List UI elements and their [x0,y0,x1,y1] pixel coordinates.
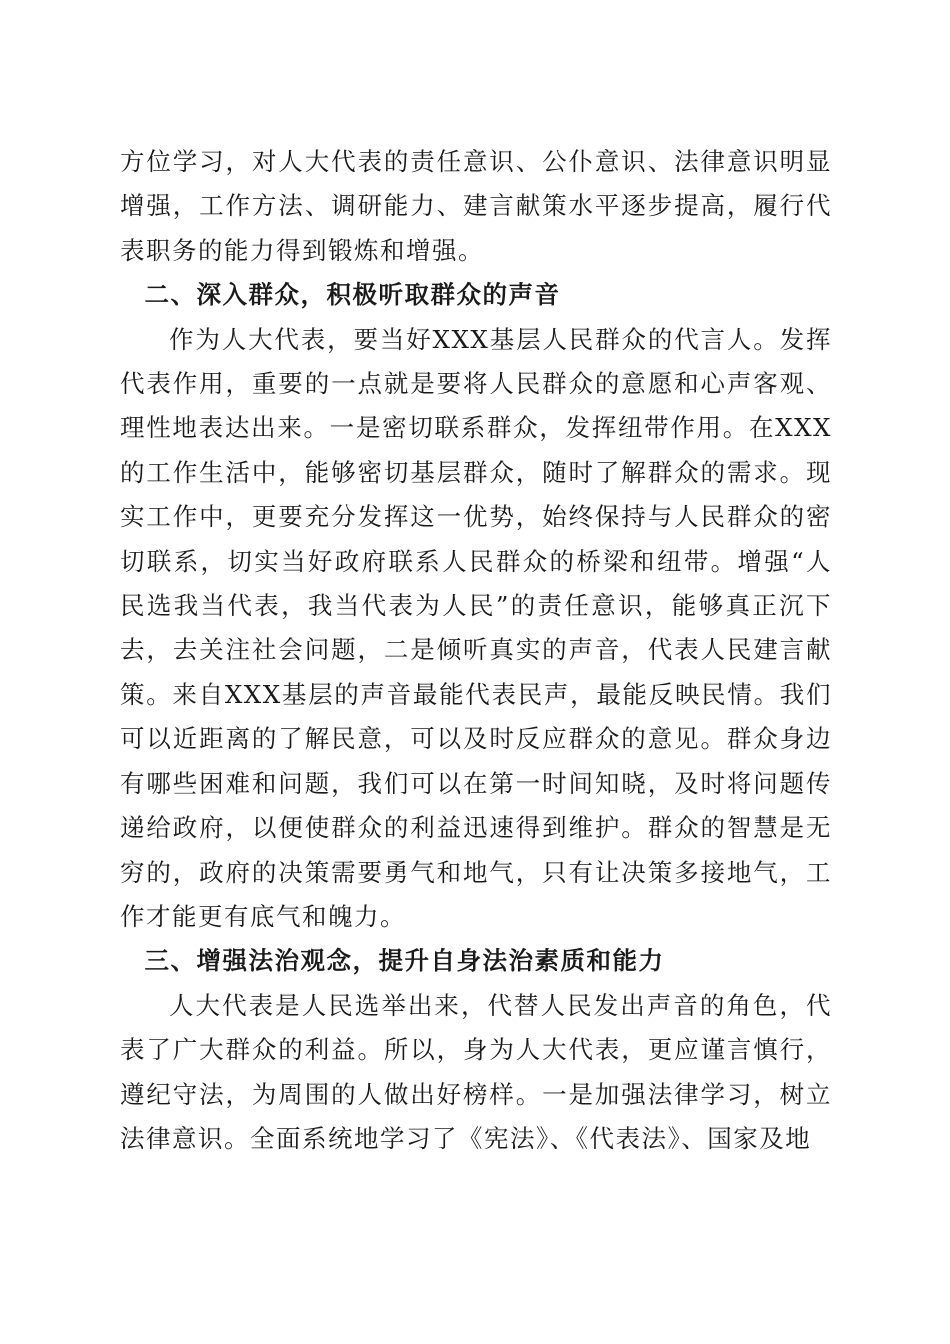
section-heading-2: 二、深入群众，积极听取群众的声音 [144,280,561,310]
section-3-paragraph: 人大代表是人民选举出来，代替人民发出声音的角色，代表了广大群众的利益。所以，身为人大代表，更应谨言慎行，遵纪守法，为周围的人做出好榜样。一是加强法律学习，树立法律意识。全面系统地学习了《宪法》、《代表法》、国家及地 [120,990,832,1153]
paragraph-continuation: 方位学习，对人大代表的责任意识、公仆意识、法律意识明显增强，工作方法、调研能力、建言献策水平逐步提高，履行代表职务的能力得到锻炼和增强。 [120,147,832,265]
section-heading-3: 三、增强法治观念，提升自身法治素质和能力 [144,946,665,976]
section-2-paragraph: 作为人大代表，要当好XXX基层人民群众的代言人。发挥代表作用，重要的一点就是要将人民群众的意愿和心声客观、理性地表达出来。一是密切联系群众，发挥纽带作用。在XXX的工作生活中，能够密切基层群众，随时了解群众的需求。现实工作中，更要充分发挥这一优势，始终保持与人民群众的密切联系，切实当好政府联系人民群众的桥梁和纽带。增强“人民选我当代表，我当代表为人民”的责任意识，能够真正沉下去，去关注社会问题，二是倾听真实的声音，代表人民建言献策。来自XXX基层的声音最能代表民声，最能反映民情。我们可以近距离的了解民意，可以及时反应群众的意见。群众身边有哪些困难和问题，我们可以在第一时间知晓，及时将问题传递给政府，以便使群众的利益迅速得到维护。群众的智慧是无穷的，政府的决策需要勇气和地气，只有让决策多接地气，工作才能更有底气和魄力。 [120,324,832,931]
document-body [120,140,832,1161]
